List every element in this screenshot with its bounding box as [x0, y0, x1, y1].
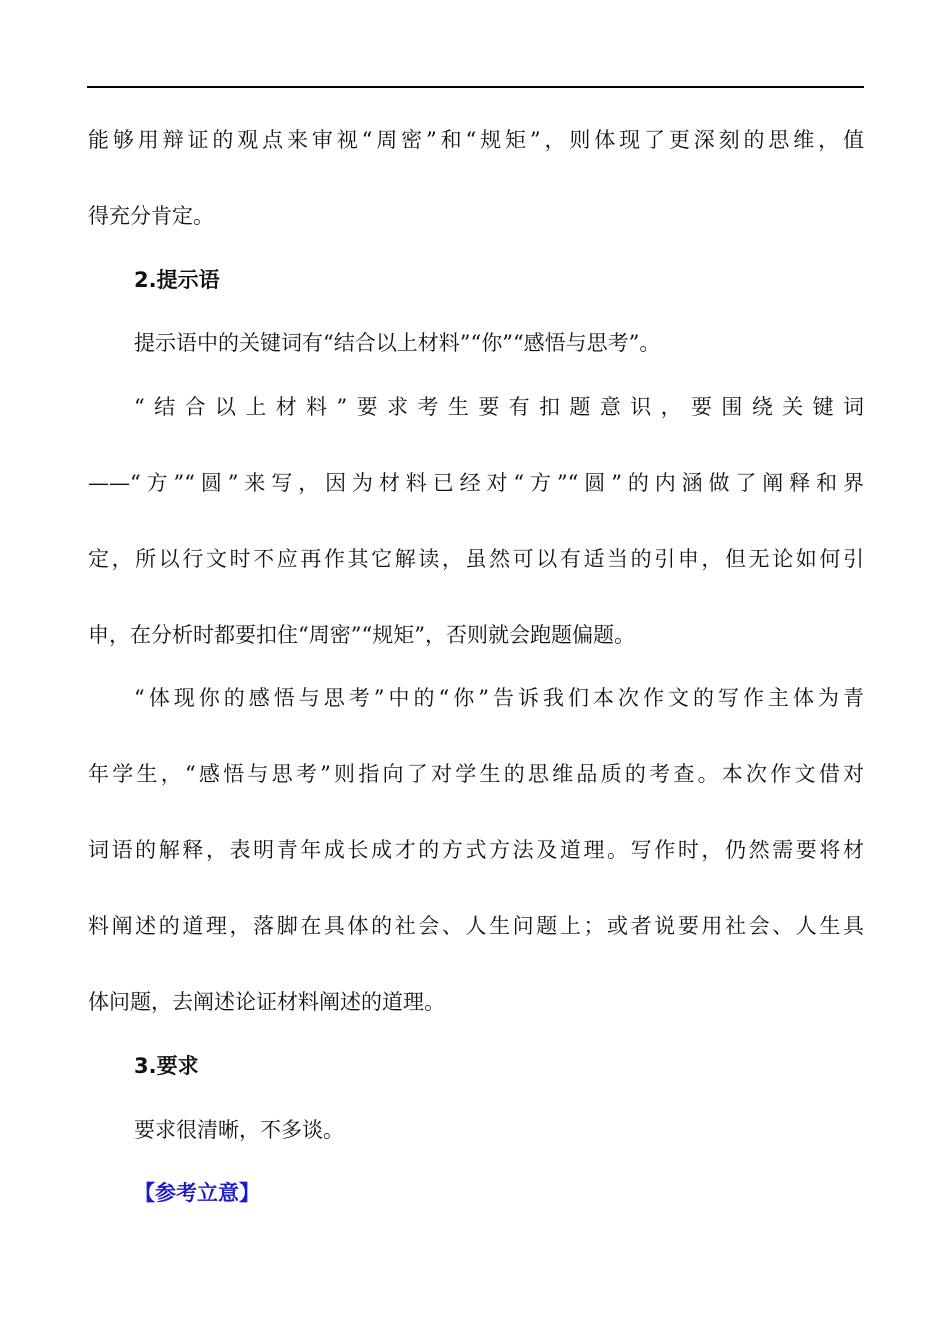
- text-line: 词语的解释，表明青年成长成才的方式方法及道理。写作时，仍然需要将材: [88, 838, 864, 862]
- text-line: ——“方”“圆”来写，因为材料已经对“方”“圆”的内涵做了阐释和界: [88, 471, 864, 495]
- text-line: “体现你的感悟与思考”中的“你”告诉我们本次作文的写作主体为青: [134, 686, 864, 710]
- reference-heading: 【参考立意】: [134, 1181, 260, 1205]
- text-line: 得充分肯定。: [88, 204, 214, 228]
- text-line: 申，在分析时都要扣住“周密”“规矩”，否则就会跑题偏题。: [88, 623, 635, 647]
- text-line: 提示语中的关键词有“结合以上材料”“你”“感悟与思考”。: [134, 331, 661, 355]
- text-line: 要求很清晰，不多谈。: [134, 1118, 344, 1142]
- text-line: 年学生，“感悟与思考”则指向了对学生的思维品质的考查。本次作文借对: [88, 762, 864, 786]
- section-heading: 3.要求: [134, 1054, 199, 1078]
- section-heading: 2.提示语: [134, 268, 220, 292]
- text-line: 体问题，去阐述论证材料阐述的道理。: [88, 990, 445, 1014]
- header-rule: [87, 86, 864, 88]
- text-line: 料阐述的道理，落脚在具体的社会、人生问题上；或者说要用社会、人生具: [88, 914, 864, 938]
- text-line: 能够用辩证的观点来审视“周密”和“规矩”，则体现了更深刻的思维，值: [88, 128, 864, 152]
- text-line: “结合以上材料”要求考生要有扣题意识，要围绕关键词: [134, 395, 864, 419]
- text-line: 定，所以行文时不应再作其它解读，虽然可以有适当的引申，但无论如何引: [88, 547, 864, 571]
